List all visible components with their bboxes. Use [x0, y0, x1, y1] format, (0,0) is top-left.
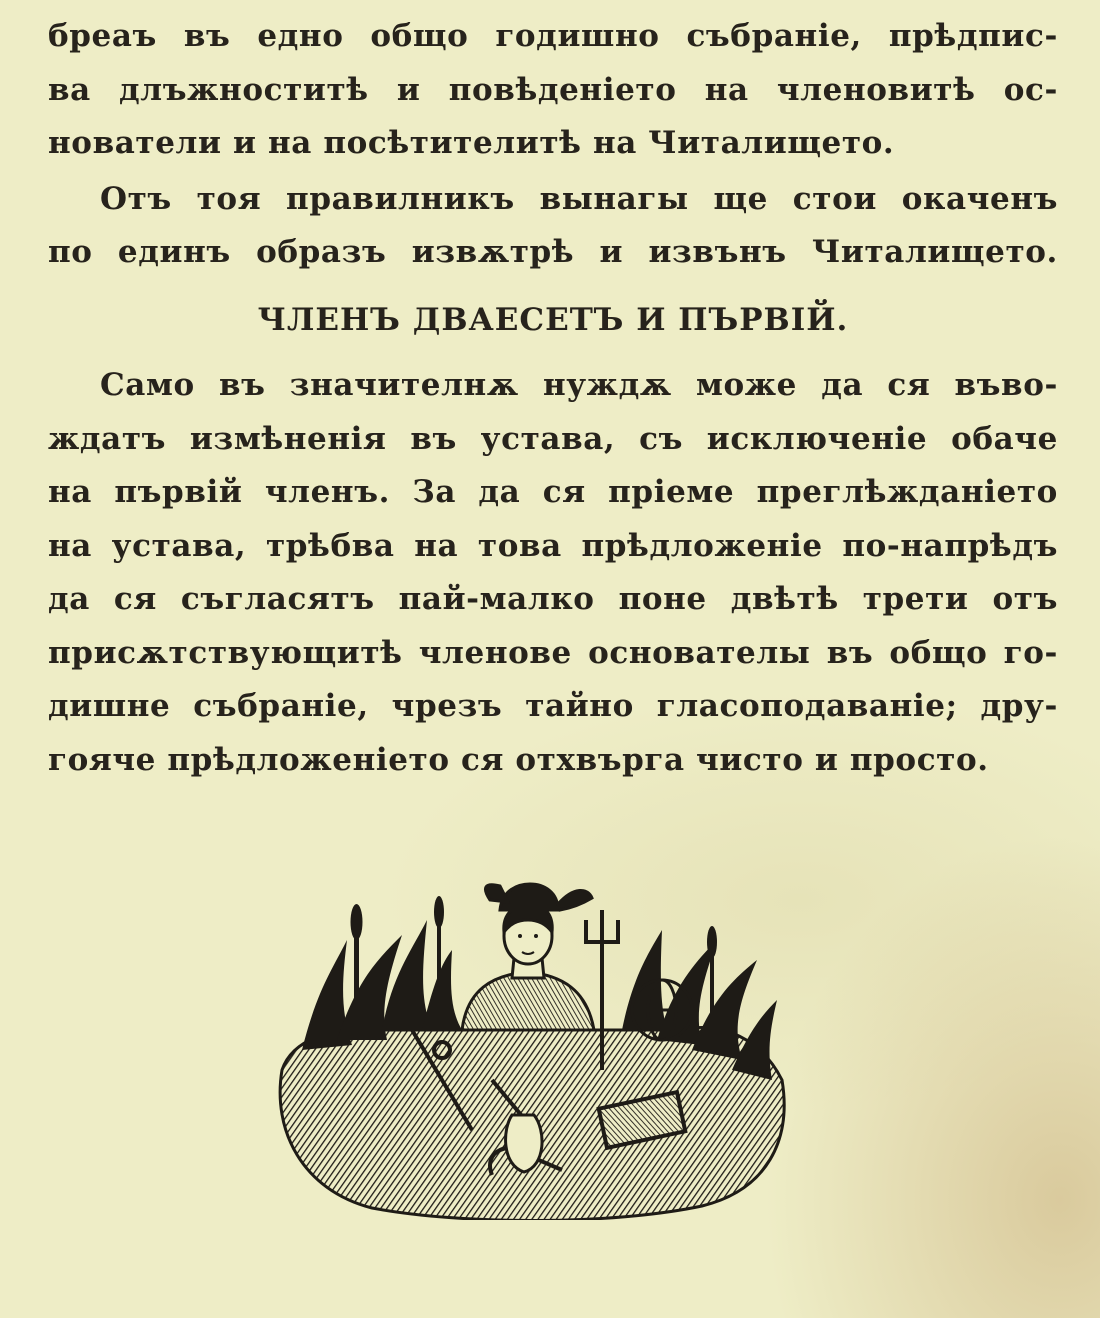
text-line: по единъ образъ извѫтрѣ и извънъ Читалището. [48, 234, 1058, 270]
text-line: дишне събраніе, чрезъ тайно гласоподаваніе; дру- [48, 688, 1058, 724]
text-line: на устава, трѣбва на това прѣдложеніе по-напрѣдъ [48, 527, 1058, 564]
text-line: ждатъ измѣненія въ устава, съ исключеніе обаче [48, 420, 1058, 457]
text-line: присѫтствующитѣ членове основателы въ общо го- [48, 634, 1058, 671]
text-line: Отъ тоя правилникъ вынагы ще стои окаченъ [100, 180, 1058, 217]
paragraph-2 [48, 173, 1058, 280]
text-line: гояче прѣдложеніето ся отхвърга чисто и просто. [48, 741, 989, 778]
text-line: Само въ значителнѫ нуждѫ може да ся въво- [100, 367, 1058, 403]
text-line: нователи и на посѣтителитѣ на Читалището. [48, 125, 895, 161]
article-heading: ЧЛЕНЪ ДВАЕСЕТЪ И ПЪРВІЙ. [257, 301, 849, 338]
paragraph-1 [48, 10, 1058, 171]
paragraph-3 [48, 359, 1058, 787]
text-line: бреаъ въ едно общо годишно събраніе, прѣдпис- [48, 18, 1058, 54]
page-text [48, 10, 1058, 787]
text-line: на първій членъ. За да ся пріеме преглѣжданіето [48, 474, 1058, 510]
mercury-bust-vignette-icon [262, 880, 802, 1220]
text-line: ва длъжноститѣ и повѣденіето на членовитѣ ос- [48, 71, 1058, 108]
text-line: да ся съгласятъ пай-малко поне двѣтѣ трети отъ [48, 581, 1058, 617]
